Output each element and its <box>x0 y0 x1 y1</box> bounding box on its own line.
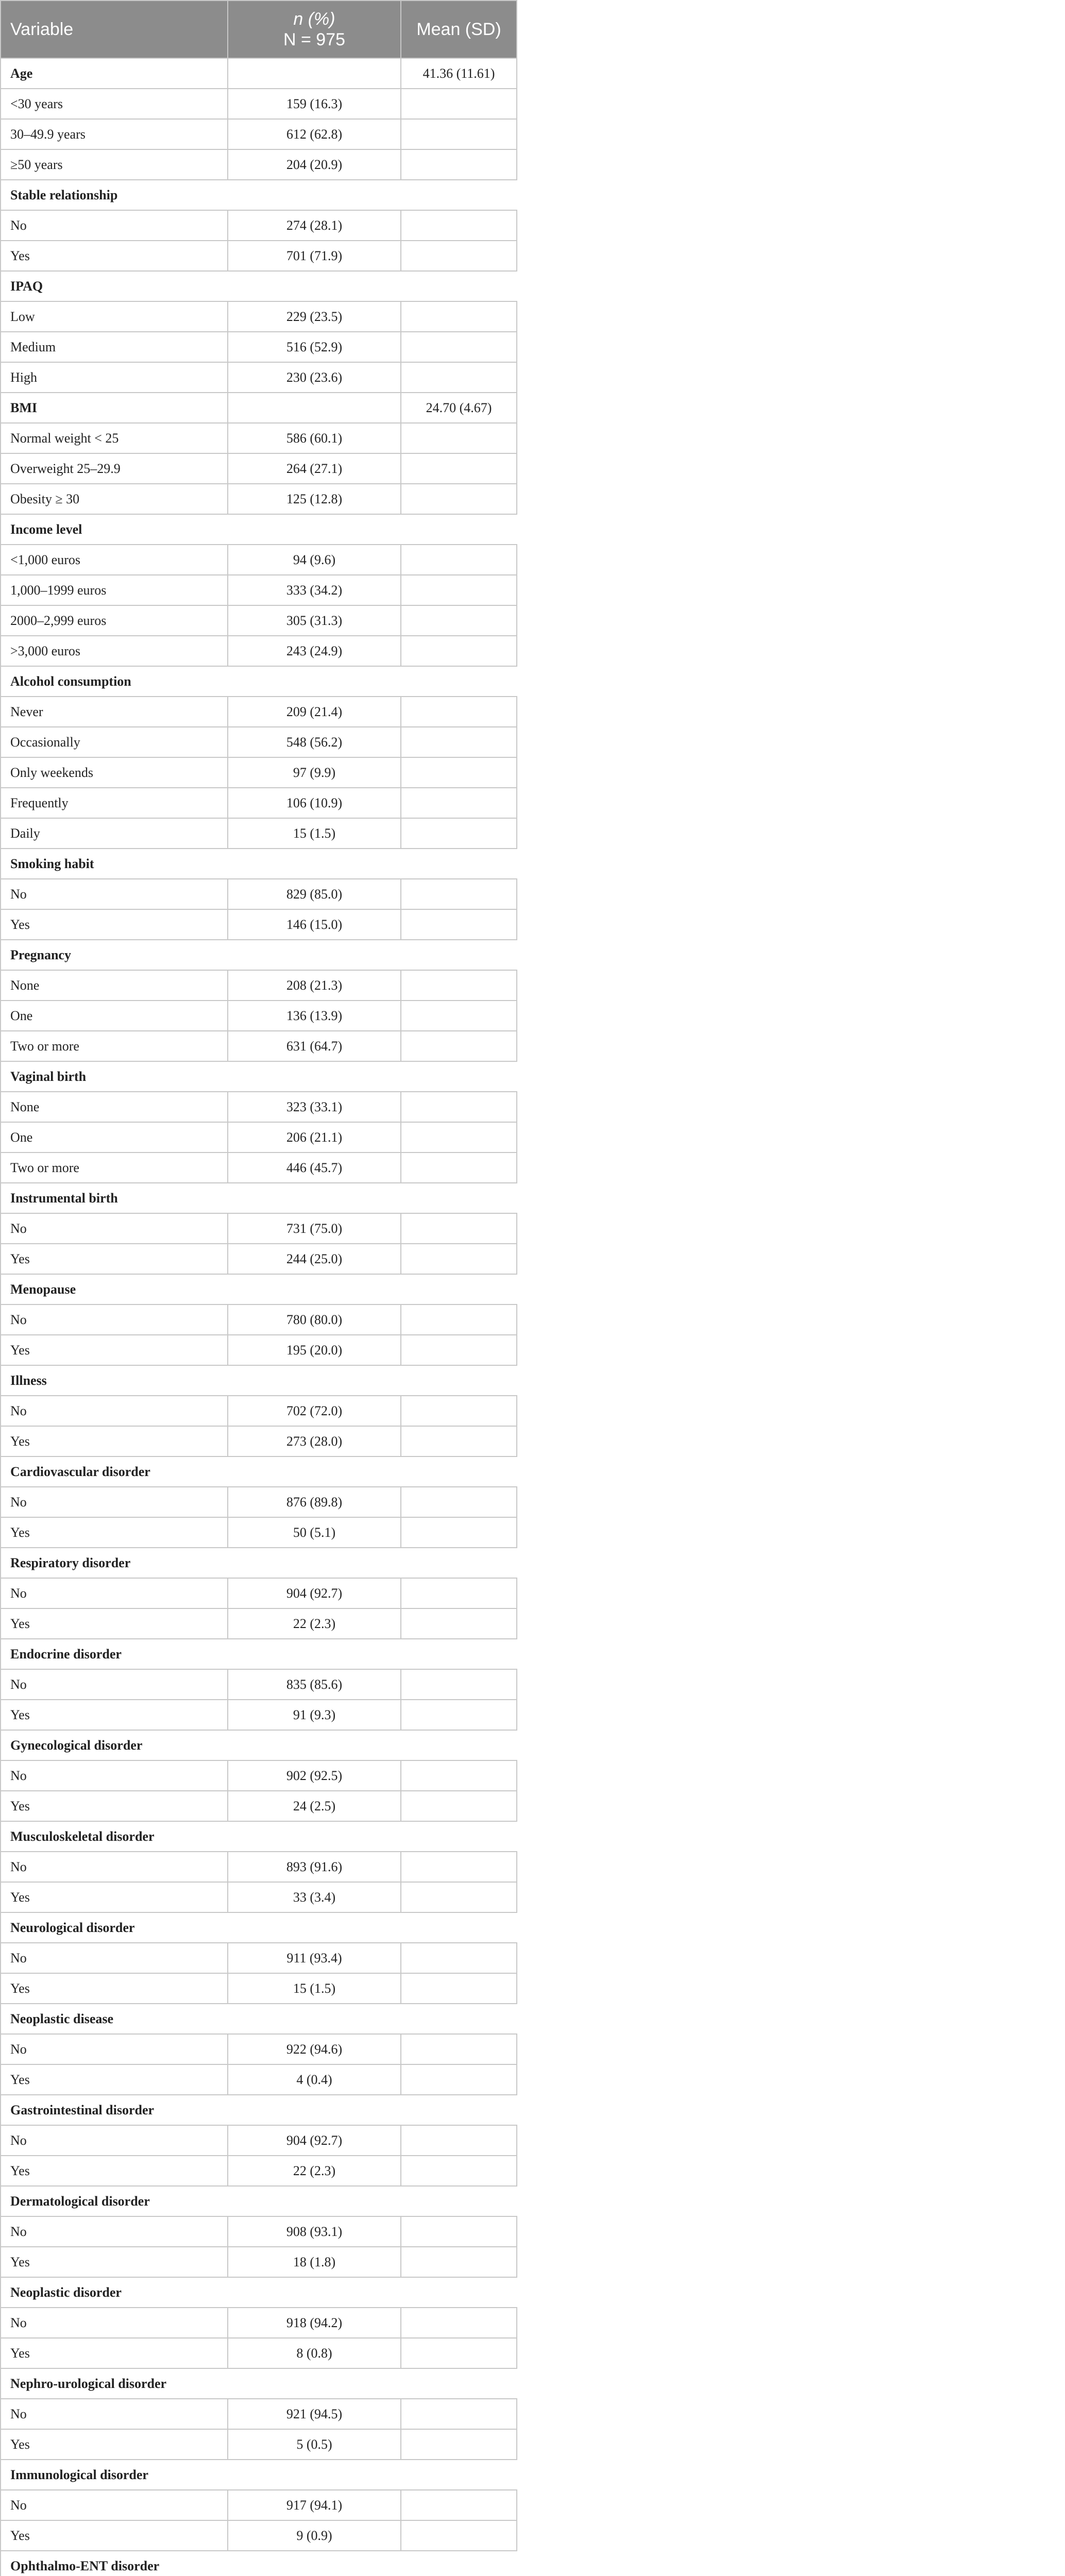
n-percent-cell: 701 (71.9) <box>228 241 401 271</box>
n-percent-cell: 50 (5.1) <box>228 1517 401 1548</box>
n-percent-cell: 904 (92.7) <box>228 1578 401 1608</box>
section-heading: Endocrine disorder <box>1 1639 517 1669</box>
table-row <box>1 1973 517 2004</box>
mean-sd-cell: 41.36 (11.61) <box>401 58 517 89</box>
n-percent-cell: 904 (92.7) <box>228 2125 401 2156</box>
section-heading: Menopause <box>1 1274 517 1304</box>
mean-sd-cell <box>401 909 517 940</box>
table-row <box>1 818 517 849</box>
table-row <box>1 1517 517 1548</box>
section-heading: Stable relationship <box>1 180 517 210</box>
n-percent-cell: 209 (21.4) <box>228 697 401 727</box>
n-percent-cell: 264 (27.1) <box>228 453 401 484</box>
mean-sd-cell <box>401 119 517 149</box>
header-mean-sd: Mean (SD) <box>401 1 517 58</box>
table-row <box>1 1244 517 1274</box>
row-label: No <box>1 1396 228 1426</box>
row-label: Yes <box>1 1244 228 1274</box>
n-percent-cell: 230 (23.6) <box>228 362 401 393</box>
mean-sd-cell <box>401 636 517 666</box>
n-percent-cell: 908 (93.1) <box>228 2216 401 2247</box>
mean-sd-cell <box>401 2338 517 2368</box>
n-percent-cell: 323 (33.1) <box>228 1092 401 1122</box>
row-label: Low <box>1 301 228 332</box>
table-row <box>1 1153 517 1183</box>
table-row <box>1 1122 517 1153</box>
mean-sd-cell <box>401 2308 517 2338</box>
row-label: No <box>1 2125 228 2156</box>
row-label: 30–49.9 years <box>1 119 228 149</box>
n-percent-cell: 244 (25.0) <box>228 1244 401 1274</box>
row-label: Yes <box>1 2247 228 2277</box>
table-row <box>1 2429 517 2460</box>
table-row <box>1 2520 517 2551</box>
mean-sd-cell <box>401 2247 517 2277</box>
n-percent-cell: 204 (20.9) <box>228 149 401 180</box>
table-row <box>1 453 517 484</box>
mean-sd-cell <box>401 1001 517 1031</box>
mean-sd-cell <box>401 697 517 727</box>
row-label: Yes <box>1 1608 228 1639</box>
header-n-percent <box>228 1 401 58</box>
table-row <box>1 1487 517 1517</box>
n-percent-cell: 22 (2.3) <box>228 1608 401 1639</box>
n-percent-cell: 106 (10.9) <box>228 788 401 818</box>
table-row <box>1 423 517 453</box>
n-percent-cell: 22 (2.3) <box>228 2156 401 2186</box>
row-label: Yes <box>1 909 228 940</box>
n-percent-cell: 731 (75.0) <box>228 1213 401 1244</box>
n-percent-cell: 195 (20.0) <box>228 1335 401 1365</box>
table-row <box>1 1608 517 1639</box>
n-percent-cell: 586 (60.1) <box>228 423 401 453</box>
n-percent-cell: 8 (0.8) <box>228 2338 401 2368</box>
row-label: No <box>1 1578 228 1608</box>
row-label: <1,000 euros <box>1 545 228 575</box>
row-label: Yes <box>1 1426 228 1456</box>
section-heading-row <box>1 2277 517 2308</box>
n-percent-cell: 922 (94.6) <box>228 2034 401 2064</box>
n-percent-cell: 15 (1.5) <box>228 818 401 849</box>
section-heading-row <box>1 1274 517 1304</box>
table-row <box>1 1943 517 1973</box>
n-percent-cell <box>228 393 401 423</box>
table-row <box>1 788 517 818</box>
mean-sd-cell <box>401 1943 517 1973</box>
mean-sd-cell <box>401 1517 517 1548</box>
section-heading: Income level <box>1 514 517 545</box>
n-percent-cell: 136 (13.9) <box>228 1001 401 1031</box>
n-percent-cell: 125 (12.8) <box>228 484 401 514</box>
row-label: No <box>1 2399 228 2429</box>
table-row <box>1 2490 517 2520</box>
row-label: Yes <box>1 2064 228 2095</box>
section-heading-row <box>1 514 517 545</box>
table-row <box>1 2247 517 2277</box>
table-row <box>1 1426 517 1456</box>
table-row <box>1 1852 517 1882</box>
row-label: None <box>1 1092 228 1122</box>
n-percent-cell: 146 (15.0) <box>228 909 401 940</box>
row-label: Overweight 25–29.9 <box>1 453 228 484</box>
mean-sd-cell <box>401 1031 517 1061</box>
section-heading-row <box>1 1183 517 1213</box>
n-percent-cell: 612 (62.8) <box>228 119 401 149</box>
row-label: No <box>1 1943 228 1973</box>
table-row <box>1 119 517 149</box>
header-n-percent-line1: n (%) <box>293 9 335 29</box>
mean-sd-cell <box>401 484 517 514</box>
n-percent-cell: 305 (31.3) <box>228 605 401 636</box>
header-variable: Variable <box>1 1 228 58</box>
table-row <box>1 545 517 575</box>
section-heading: IPAQ <box>1 271 517 301</box>
mean-sd-cell <box>401 1882 517 1912</box>
n-percent-cell <box>228 58 401 89</box>
row-label: One <box>1 1001 228 1031</box>
table-row <box>1 484 517 514</box>
n-percent-cell: 548 (56.2) <box>228 727 401 757</box>
n-percent-cell: 333 (34.2) <box>228 575 401 605</box>
mean-sd-cell <box>401 241 517 271</box>
mean-sd-cell <box>401 362 517 393</box>
row-label: Yes <box>1 2338 228 2368</box>
row-label: Frequently <box>1 788 228 818</box>
table-row <box>1 362 517 393</box>
row-label: Never <box>1 697 228 727</box>
section-heading-row <box>1 1061 517 1092</box>
mean-sd-cell <box>401 332 517 362</box>
mean-sd-cell <box>401 423 517 453</box>
n-percent-cell: 918 (94.2) <box>228 2308 401 2338</box>
mean-sd-cell <box>401 1669 517 1700</box>
table-row <box>1 89 517 119</box>
mean-sd-cell <box>401 2064 517 2095</box>
n-percent-cell: 780 (80.0) <box>228 1304 401 1335</box>
section-label: BMI <box>1 393 228 423</box>
section-heading: Nephro-urological disorder <box>1 2368 517 2399</box>
mean-sd-cell <box>401 879 517 909</box>
row-label: None <box>1 970 228 1001</box>
section-heading-row <box>1 1456 517 1487</box>
table-row <box>1 697 517 727</box>
row-label: 2000–2,999 euros <box>1 605 228 636</box>
table-body <box>1 58 517 2576</box>
row-label: Obesity ≥ 30 <box>1 484 228 514</box>
table-row <box>1 332 517 362</box>
mean-sd-cell <box>401 149 517 180</box>
mean-sd-cell <box>401 970 517 1001</box>
mean-sd-cell <box>401 1213 517 1244</box>
section-heading-row <box>1 2095 517 2125</box>
n-percent-cell: 208 (21.3) <box>228 970 401 1001</box>
n-percent-cell: 229 (23.5) <box>228 301 401 332</box>
section-heading: Vaginal birth <box>1 1061 517 1092</box>
mean-sd-cell <box>401 301 517 332</box>
n-percent-cell: 702 (72.0) <box>228 1396 401 1426</box>
section-heading-row <box>1 2551 517 2576</box>
mean-sd-cell <box>401 1791 517 1821</box>
n-percent-cell: 33 (3.4) <box>228 1882 401 1912</box>
table-row <box>1 1213 517 1244</box>
mean-sd-cell <box>401 757 517 788</box>
table-row <box>1 1001 517 1031</box>
mean-sd-cell <box>401 1487 517 1517</box>
mean-sd-cell <box>401 2429 517 2460</box>
mean-sd-cell <box>401 605 517 636</box>
row-label: Daily <box>1 818 228 849</box>
table-row <box>1 2308 517 2338</box>
row-label: Yes <box>1 2156 228 2186</box>
mean-sd-cell <box>401 1335 517 1365</box>
row-label: Yes <box>1 1973 228 2004</box>
row-label: No <box>1 1669 228 1700</box>
section-heading: Instrumental birth <box>1 1183 517 1213</box>
n-percent-cell: 446 (45.7) <box>228 1153 401 1183</box>
table-row <box>1 149 517 180</box>
n-percent-cell: 631 (64.7) <box>228 1031 401 1061</box>
section-heading: Illness <box>1 1365 517 1396</box>
table-row <box>1 636 517 666</box>
section-heading-row <box>1 849 517 879</box>
row-label: One <box>1 1122 228 1153</box>
row-label: High <box>1 362 228 393</box>
row-label: Yes <box>1 1700 228 1730</box>
row-label: Normal weight < 25 <box>1 423 228 453</box>
mean-sd-cell <box>401 1426 517 1456</box>
mean-sd-cell <box>401 2520 517 2551</box>
row-label: No <box>1 1304 228 1335</box>
mean-sd-cell <box>401 727 517 757</box>
mean-sd-cell <box>401 545 517 575</box>
section-heading: Smoking habit <box>1 849 517 879</box>
mean-sd-cell <box>401 1760 517 1791</box>
n-percent-cell: 893 (91.6) <box>228 1852 401 1882</box>
n-percent-cell: 273 (28.0) <box>228 1426 401 1456</box>
n-percent-cell: 921 (94.5) <box>228 2399 401 2429</box>
header-n-total: N = 975 <box>283 30 346 49</box>
mean-sd-cell <box>401 453 517 484</box>
n-percent-cell: 911 (93.4) <box>228 1943 401 1973</box>
n-percent-cell: 917 (94.1) <box>228 2490 401 2520</box>
table-row <box>1 1031 517 1061</box>
section-heading-row <box>1 1912 517 1943</box>
section-heading: Musculoskeletal disorder <box>1 1821 517 1852</box>
n-percent-cell: 516 (52.9) <box>228 332 401 362</box>
mean-sd-cell <box>401 1092 517 1122</box>
section-heading: Gastrointestinal disorder <box>1 2095 517 2125</box>
table-row <box>1 879 517 909</box>
n-percent-cell: 902 (92.5) <box>228 1760 401 1791</box>
section-heading: Ophthalmo-ENT disorder <box>1 2551 517 2576</box>
section-heading-row <box>1 271 517 301</box>
section-heading: Immunological disorder <box>1 2460 517 2490</box>
table-row <box>1 757 517 788</box>
row-label: Yes <box>1 2429 228 2460</box>
mean-sd-cell <box>401 1852 517 1882</box>
section-row <box>1 393 517 423</box>
table-row <box>1 970 517 1001</box>
table-row <box>1 1882 517 1912</box>
row-label: Yes <box>1 2520 228 2551</box>
section-row <box>1 58 517 89</box>
mean-sd-cell <box>401 2125 517 2156</box>
section-label: Age <box>1 58 228 89</box>
n-percent-cell: 9 (0.9) <box>228 2520 401 2551</box>
row-label: 1,000–1999 euros <box>1 575 228 605</box>
section-heading: Neurological disorder <box>1 1912 517 1943</box>
mean-sd-cell <box>401 1304 517 1335</box>
section-heading-row <box>1 2460 517 2490</box>
demographics-table <box>0 0 517 2576</box>
table-row <box>1 1700 517 1730</box>
mean-sd-cell <box>401 575 517 605</box>
mean-sd-cell <box>401 89 517 119</box>
table-row <box>1 2216 517 2247</box>
row-label: Occasionally <box>1 727 228 757</box>
table-row <box>1 2034 517 2064</box>
n-percent-cell: 274 (28.1) <box>228 210 401 241</box>
section-heading-row <box>1 1365 517 1396</box>
row-label: No <box>1 2216 228 2247</box>
n-percent-cell: 829 (85.0) <box>228 879 401 909</box>
table-row <box>1 301 517 332</box>
table-header-row <box>1 1 517 58</box>
mean-sd-cell <box>401 1396 517 1426</box>
n-percent-cell: 159 (16.3) <box>228 89 401 119</box>
mean-sd-cell <box>401 2156 517 2186</box>
table-row <box>1 1669 517 1700</box>
row-label: >3,000 euros <box>1 636 228 666</box>
n-percent-cell: 24 (2.5) <box>228 1791 401 1821</box>
table-row <box>1 1760 517 1791</box>
row-label: Yes <box>1 1882 228 1912</box>
section-heading-row <box>1 940 517 970</box>
section-heading-row <box>1 666 517 697</box>
row-label: No <box>1 1487 228 1517</box>
section-heading: Alcohol consumption <box>1 666 517 697</box>
table-row <box>1 1092 517 1122</box>
mean-sd-cell <box>401 1578 517 1608</box>
row-label: No <box>1 1213 228 1244</box>
n-percent-cell: 835 (85.6) <box>228 1669 401 1700</box>
mean-sd-cell <box>401 210 517 241</box>
n-percent-cell: 18 (1.8) <box>228 2247 401 2277</box>
section-heading: Gynecological disorder <box>1 1730 517 1760</box>
section-heading-row <box>1 1639 517 1669</box>
section-heading: Respiratory disorder <box>1 1548 517 1578</box>
row-label: Yes <box>1 1335 228 1365</box>
section-heading: Cardiovascular disorder <box>1 1456 517 1487</box>
row-label: Yes <box>1 1517 228 1548</box>
n-percent-cell: 94 (9.6) <box>228 545 401 575</box>
mean-sd-cell <box>401 2399 517 2429</box>
row-label: No <box>1 1760 228 1791</box>
table-row <box>1 1335 517 1365</box>
n-percent-cell: 4 (0.4) <box>228 2064 401 2095</box>
row-label: Yes <box>1 241 228 271</box>
row-label: Only weekends <box>1 757 228 788</box>
table-row <box>1 1578 517 1608</box>
row-label: No <box>1 1852 228 1882</box>
section-heading-row <box>1 1730 517 1760</box>
table-row <box>1 210 517 241</box>
table-row <box>1 605 517 636</box>
mean-sd-cell <box>401 1608 517 1639</box>
mean-sd-cell: 24.70 (4.67) <box>401 393 517 423</box>
table-row <box>1 241 517 271</box>
table-row <box>1 575 517 605</box>
row-label: Medium <box>1 332 228 362</box>
mean-sd-cell <box>401 788 517 818</box>
mean-sd-cell <box>401 1244 517 1274</box>
section-heading-row <box>1 180 517 210</box>
mean-sd-cell <box>401 2216 517 2247</box>
n-percent-cell: 5 (0.5) <box>228 2429 401 2460</box>
mean-sd-cell <box>401 1122 517 1153</box>
row-label: No <box>1 2308 228 2338</box>
section-heading: Neoplastic disorder <box>1 2277 517 2308</box>
row-label: Two or more <box>1 1031 228 1061</box>
row-label: No <box>1 2490 228 2520</box>
mean-sd-cell <box>401 1700 517 1730</box>
table-row <box>1 2399 517 2429</box>
table-row <box>1 2338 517 2368</box>
n-percent-cell: 91 (9.3) <box>228 1700 401 1730</box>
section-heading-row <box>1 2186 517 2216</box>
n-percent-cell: 15 (1.5) <box>228 1973 401 2004</box>
row-label: No <box>1 2034 228 2064</box>
mean-sd-cell <box>401 1973 517 2004</box>
mean-sd-cell <box>401 1153 517 1183</box>
section-heading-row <box>1 2368 517 2399</box>
n-percent-cell: 243 (24.9) <box>228 636 401 666</box>
section-heading: Dermatological disorder <box>1 2186 517 2216</box>
section-heading-row <box>1 2004 517 2034</box>
table-row <box>1 2156 517 2186</box>
section-heading: Pregnancy <box>1 940 517 970</box>
row-label: Yes <box>1 1791 228 1821</box>
mean-sd-cell <box>401 2034 517 2064</box>
section-heading-row <box>1 1821 517 1852</box>
table-row <box>1 727 517 757</box>
n-percent-cell: 97 (9.9) <box>228 757 401 788</box>
row-label: No <box>1 879 228 909</box>
row-label: No <box>1 210 228 241</box>
section-heading: Neoplastic disease <box>1 2004 517 2034</box>
table-row <box>1 2125 517 2156</box>
table-row <box>1 2064 517 2095</box>
section-heading-row <box>1 1548 517 1578</box>
mean-sd-cell <box>401 818 517 849</box>
row-label: <30 years <box>1 89 228 119</box>
n-percent-cell: 206 (21.1) <box>228 1122 401 1153</box>
n-percent-cell: 876 (89.8) <box>228 1487 401 1517</box>
table-row <box>1 1791 517 1821</box>
table-row <box>1 1396 517 1426</box>
table-row <box>1 909 517 940</box>
table-row <box>1 1304 517 1335</box>
mean-sd-cell <box>401 2490 517 2520</box>
row-label: ≥50 years <box>1 149 228 180</box>
row-label: Two or more <box>1 1153 228 1183</box>
